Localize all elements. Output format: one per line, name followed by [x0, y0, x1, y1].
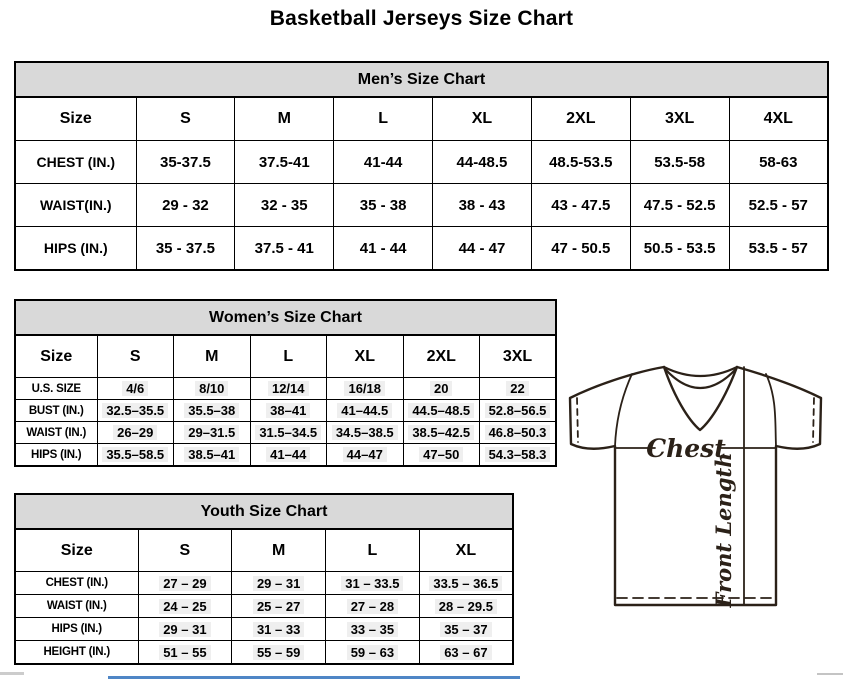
size-value: 31 – 33.5 — [341, 576, 403, 591]
scrollbar-corner-left — [0, 672, 24, 675]
chest-label: Chest — [646, 434, 726, 463]
size-value-cell — [480, 378, 557, 400]
size-value-cell — [174, 422, 251, 444]
front-length-label: Front Length — [711, 452, 736, 608]
size-value-cell — [403, 422, 480, 444]
size-value: 51 – 55 — [159, 645, 210, 660]
row-label: HEIGHT (IN.) — [15, 641, 138, 665]
size-value-cell — [326, 595, 420, 618]
size-value: 52.8–56.5 — [485, 403, 551, 418]
size-value-cell — [174, 444, 251, 467]
size-value-cell — [138, 641, 232, 665]
size-value-cell — [138, 618, 232, 641]
table-row — [15, 141, 828, 184]
size-value-cell: 52.5 - 57 — [729, 184, 828, 227]
column-header: XL — [327, 335, 404, 378]
size-value-cell — [419, 572, 513, 595]
size-value-cell: 37.5-41 — [235, 141, 334, 184]
size-value: 54.3–58.3 — [485, 447, 551, 462]
table-row — [15, 444, 556, 467]
column-header: L — [334, 97, 433, 141]
table-row — [15, 378, 556, 400]
size-value-cell: 37.5 - 41 — [235, 227, 334, 271]
size-value: 33.5 – 36.5 — [429, 576, 502, 591]
left-armhole-seam — [615, 374, 632, 446]
table-row — [15, 400, 556, 422]
size-value-cell — [138, 595, 232, 618]
size-value-cell — [419, 641, 513, 665]
size-value-cell — [326, 641, 420, 665]
size-value-cell: 44-48.5 — [433, 141, 532, 184]
table-header-row — [15, 529, 513, 572]
size-value: 4/6 — [122, 381, 148, 396]
size-value: 47–50 — [419, 447, 463, 462]
column-header: XL — [419, 529, 513, 572]
size-value-cell: 35 - 37.5 — [136, 227, 235, 271]
size-value-cell — [326, 572, 420, 595]
jersey-measurement-diagram — [558, 358, 840, 624]
size-value: 44.5–48.5 — [408, 403, 474, 418]
size-value: 38–41 — [266, 403, 310, 418]
size-value-cell — [480, 400, 557, 422]
size-value-cell — [232, 595, 326, 618]
size-value-cell — [327, 444, 404, 467]
womens-size-chart — [14, 299, 557, 467]
size-value: 33 – 35 — [347, 622, 398, 637]
size-value-cell: 32 - 35 — [235, 184, 334, 227]
row-label: HIPS (IN.) — [15, 444, 97, 467]
row-label: HIPS (IN.) — [15, 618, 138, 641]
size-value: 29 – 31 — [253, 576, 304, 591]
column-header: Size — [15, 529, 138, 572]
column-header: M — [174, 335, 251, 378]
size-value-cell: 35 - 38 — [334, 184, 433, 227]
column-header: L — [326, 529, 420, 572]
size-value: 32.5–35.5 — [102, 403, 168, 418]
size-value: 63 – 67 — [440, 645, 491, 660]
youth-size-chart — [14, 493, 514, 665]
size-value: 16/18 — [344, 381, 385, 396]
size-value: 38.5–41 — [184, 447, 239, 462]
womens-chart-caption: Women’s Size Chart — [14, 299, 557, 336]
column-header: 3XL — [480, 335, 557, 378]
table-row — [15, 641, 513, 665]
size-value-cell: 48.5-53.5 — [531, 141, 630, 184]
size-value-cell: 44 - 47 — [433, 227, 532, 271]
size-value-cell — [97, 422, 174, 444]
table-row — [15, 618, 513, 641]
column-header: M — [232, 529, 326, 572]
size-value-cell: 38 - 43 — [433, 184, 532, 227]
row-label: HIPS (IN.) — [15, 227, 136, 271]
mens-size-chart — [14, 61, 829, 271]
size-value: 29 – 31 — [159, 622, 210, 637]
size-value-cell: 35-37.5 — [136, 141, 235, 184]
table-row — [15, 595, 513, 618]
size-value: 22 — [506, 381, 528, 396]
youth-table — [14, 528, 514, 665]
size-value-cell — [480, 422, 557, 444]
table-row — [15, 572, 513, 595]
size-value-cell — [326, 618, 420, 641]
size-value-cell: 47 - 50.5 — [531, 227, 630, 271]
size-value: 44–47 — [343, 447, 387, 462]
size-value-cell — [327, 378, 404, 400]
right-armhole-seam — [766, 374, 776, 446]
table-row — [15, 184, 828, 227]
table-header-row — [15, 97, 828, 141]
size-value-cell: 50.5 - 53.5 — [630, 227, 729, 271]
table-row — [15, 227, 828, 271]
size-value-cell: 58-63 — [729, 141, 828, 184]
column-header: S — [97, 335, 174, 378]
size-value: 26–29 — [113, 425, 157, 440]
size-value: 28 – 29.5 — [435, 599, 497, 614]
size-value: 35 – 37 — [440, 622, 491, 637]
size-value: 27 – 29 — [159, 576, 210, 591]
size-value-cell: 41-44 — [334, 141, 433, 184]
size-value-cell: 53.5 - 57 — [729, 227, 828, 271]
row-label: CHEST (IN.) — [15, 141, 136, 184]
size-value-cell — [403, 444, 480, 467]
size-value-cell — [250, 444, 327, 467]
column-header: S — [136, 97, 235, 141]
size-value-cell — [419, 618, 513, 641]
column-header: 2XL — [403, 335, 480, 378]
size-value-cell — [232, 618, 326, 641]
column-header: Size — [15, 335, 97, 378]
size-value: 27 – 28 — [347, 599, 398, 614]
table-row — [15, 422, 556, 444]
size-value: 34.5–38.5 — [332, 425, 398, 440]
size-value-cell: 41 - 44 — [334, 227, 433, 271]
table-header-row — [15, 335, 556, 378]
size-value: 41–44 — [266, 447, 310, 462]
size-value-cell — [232, 572, 326, 595]
column-header: Size — [15, 97, 136, 141]
size-value-cell: 29 - 32 — [136, 184, 235, 227]
size-value: 35.5–58.5 — [102, 447, 168, 462]
page-title: Basketball Jerseys Size Chart — [269, 7, 574, 30]
column-header: S — [138, 529, 232, 572]
size-value-cell — [232, 641, 326, 665]
size-value-cell — [403, 400, 480, 422]
column-header: 2XL — [531, 97, 630, 141]
collar-back-arc — [664, 367, 737, 376]
size-value: 24 – 25 — [159, 599, 210, 614]
scrollbar-corner-right — [817, 673, 843, 675]
row-label: CHEST (IN.) — [15, 572, 138, 595]
size-value: 35.5–38 — [184, 403, 239, 418]
mens-table — [14, 96, 829, 271]
right-cuff-dashed-line — [813, 398, 814, 442]
womens-table — [14, 334, 557, 467]
size-value-cell — [327, 422, 404, 444]
size-value-cell — [419, 595, 513, 618]
size-value: 59 – 63 — [347, 645, 398, 660]
row-label: WAIST (IN.) — [15, 595, 138, 618]
column-header: 4XL — [729, 97, 828, 141]
left-cuff-dashed-line — [577, 398, 578, 442]
size-value-cell — [250, 422, 327, 444]
mens-chart-caption: Men’s Size Chart — [14, 61, 829, 98]
youth-chart-caption: Youth Size Chart — [14, 493, 514, 530]
size-value: 55 – 59 — [253, 645, 304, 660]
size-value-cell — [97, 378, 174, 400]
size-value: 29–31.5 — [184, 425, 239, 440]
size-value: 31 – 33 — [253, 622, 304, 637]
size-value-cell: 47.5 - 52.5 — [630, 184, 729, 227]
size-value-cell — [250, 400, 327, 422]
row-label: WAIST (IN.) — [15, 422, 97, 444]
size-value-cell — [480, 444, 557, 467]
row-label: U.S. SIZE — [15, 378, 97, 400]
size-value-cell — [327, 400, 404, 422]
size-value: 31.5–34.5 — [255, 425, 321, 440]
column-header: 3XL — [630, 97, 729, 141]
size-value: 46.8–50.3 — [485, 425, 551, 440]
column-header: XL — [433, 97, 532, 141]
row-label: BUST (IN.) — [15, 400, 97, 422]
size-value: 38.5–42.5 — [408, 425, 474, 440]
size-value: 12/14 — [268, 381, 309, 396]
size-value: 41–44.5 — [337, 403, 392, 418]
size-value: 25 – 27 — [253, 599, 304, 614]
size-value-cell — [97, 400, 174, 422]
size-value-cell: 53.5-58 — [630, 141, 729, 184]
size-value-cell: 43 - 47.5 — [531, 184, 630, 227]
column-header: M — [235, 97, 334, 141]
size-value-cell — [138, 572, 232, 595]
size-value-cell — [403, 378, 480, 400]
size-value: 20 — [430, 381, 452, 396]
row-label: WAIST(IN.) — [15, 184, 136, 227]
column-header: L — [250, 335, 327, 378]
size-value-cell — [174, 378, 251, 400]
size-value-cell — [97, 444, 174, 467]
size-value: 8/10 — [195, 381, 228, 396]
size-value-cell — [250, 378, 327, 400]
jersey-outline — [570, 367, 821, 605]
size-value-cell — [174, 400, 251, 422]
